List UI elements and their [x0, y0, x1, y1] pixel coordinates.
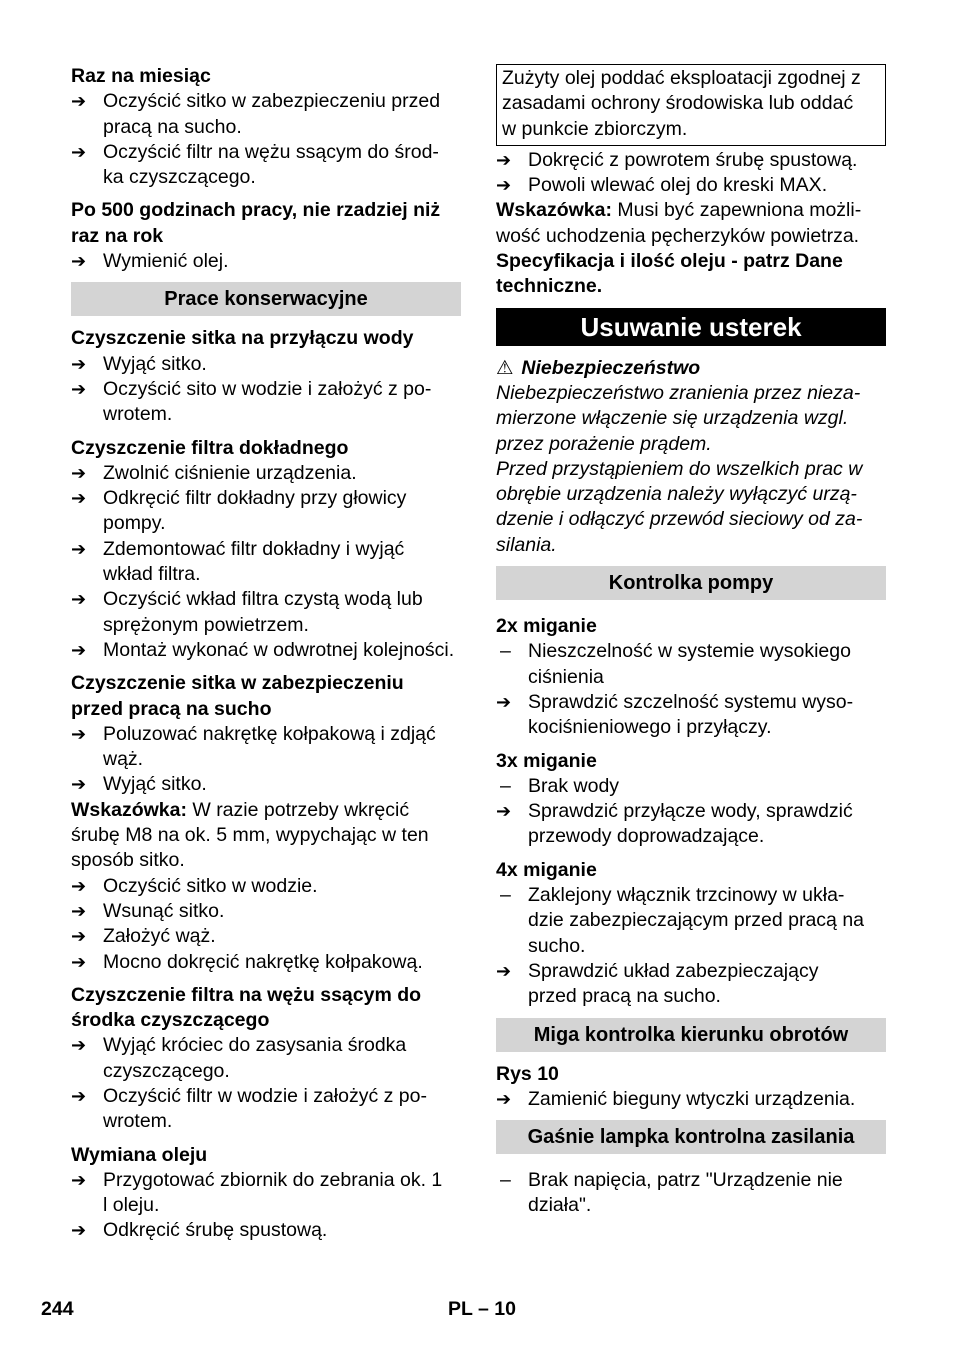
list-item: ➔ Sprawdzić szczelność systemu wyso- kociśnieniowego i przyłączy. — [496, 690, 854, 739]
list-item: ➔ Oczyścić sitko w zabezpieczeniu przed pracą na sucho. — [71, 90, 441, 138]
list-item: ➔ Dokręcić z powrotem śrubę spustową. — [496, 148, 886, 173]
list-item: ➔ Sprawdzić układ zabezpieczający przed pracą na sucho. — [496, 959, 819, 1008]
section-heading: Raz na miesiąc — [71, 65, 211, 87]
section-heading: Rys 10 — [496, 1062, 559, 1085]
arrow-right-icon: ➔ — [496, 691, 512, 712]
arrow-right-icon: ➔ — [71, 900, 87, 921]
note: Wskazówka: W razie potrzeby wkręcić śrubę M8 na ok. 5 mm, wypychając w ten sposób sitko. — [71, 798, 429, 872]
section-heading: Czyszczenie sitka na przyłączu wody — [71, 327, 414, 350]
arrow-right-icon: ➔ — [71, 378, 87, 399]
note: Wskazówka: Musi być zapewniona możli- wość uchodzenia pęcherzyków powietrza. — [496, 199, 862, 247]
arrow-right-icon: ➔ — [71, 251, 87, 272]
arrow-right-icon: ➔ — [496, 175, 512, 196]
dash-marker: – — [500, 774, 511, 797]
left-column — [71, 64, 461, 1244]
section-band-power: Gaśnie lampka kontrolna zasilania — [496, 1120, 886, 1154]
list-item: ➔ Mocno dokręcić nakrętkę kołpakową. — [71, 950, 461, 975]
page-number: 244 — [41, 1298, 74, 1320]
arrow-right-icon: ➔ — [71, 951, 87, 972]
list-item: ➔ Zwolnić ciśnienie urządzenia. — [71, 461, 461, 486]
section-heading: Czyszczenie filtra dokładnego — [71, 436, 349, 459]
arrow-right-icon: ➔ — [71, 639, 87, 660]
arrow-right-icon: ➔ — [71, 1169, 87, 1190]
section-heading: 2x miganie — [496, 615, 597, 638]
warning-triangle-icon: ⚠ — [496, 356, 514, 379]
dash-marker: – — [500, 1169, 511, 1192]
arrow-right-icon: ➔ — [71, 875, 87, 896]
arrow-right-icon: ➔ — [71, 1035, 87, 1056]
list-item: ➔ Odkręcić filtr dokładny przy głowicy pompy. — [71, 487, 407, 535]
arrow-right-icon: ➔ — [71, 774, 87, 795]
list-item: ➔ Wyjąć sitko. — [71, 352, 461, 377]
arrow-right-icon: ➔ — [496, 801, 512, 822]
section-band-rotation: Miga kontrolka kierunku obrotów — [496, 1018, 886, 1052]
dash-item: – Brak wody — [496, 774, 886, 799]
arrow-right-icon: ➔ — [71, 589, 87, 610]
arrow-right-icon: ➔ — [71, 1085, 87, 1106]
section-band-maintenance: Prace konserwacyjne — [71, 282, 461, 316]
page-code: PL – 10 — [448, 1298, 516, 1320]
dash-item: – Nieszczelność w systemie wysokiego ciśnienia — [496, 639, 886, 690]
section-heading: 4x miganie — [496, 858, 597, 881]
arrow-right-icon: ➔ — [496, 960, 512, 981]
spec-note: Specyfikacja i ilość oleju - patrz Dane techniczne. — [496, 250, 843, 298]
arrow-right-icon: ➔ — [71, 926, 87, 947]
danger-label: Niebezpieczeństwo — [516, 356, 701, 379]
list-item: ➔ Sprawdzić przyłącze wody, sprawdzić przewody doprowadzające. — [496, 800, 853, 848]
list-item: ➔ Oczyścić filtr w wodzie i założyć z po- wrotem. — [71, 1084, 427, 1133]
arrow-right-icon: ➔ — [71, 488, 87, 509]
arrow-right-icon: ➔ — [71, 462, 87, 483]
list-item: ➔ Założyć wąż. — [71, 924, 461, 949]
section-heading: Czyszczenie filtra na wężu ssącym do środka czyszczącego — [71, 983, 422, 1032]
dash-item: – Brak napięcia, patrz "Urządzenie nie działa". — [496, 1168, 886, 1219]
list-item: ➔ Zamienić bieguny wtyczki urządzenia. — [496, 1087, 886, 1112]
arrow-right-icon: ➔ — [71, 353, 87, 374]
arrow-right-icon: ➔ — [496, 149, 512, 170]
chapter-title: Usuwanie usterek — [496, 308, 886, 346]
section-band-pump: Kontrolka pompy — [496, 566, 886, 600]
note-label: Wskazówka: — [496, 199, 612, 222]
danger-text: Niebezpieczeństwo zranienia przez nieza- mierzone włączenie się urządzenia wzgl. przez porażenie prądem. Przed przystąpieniem do wszelkich prac w obrębie urządzenia należy wyłączyć urzą- dzenie i odłączyć przewód sieciowy od za- silania. — [496, 381, 863, 556]
dash-item: – Zaklejony włącznik trzcinowy w ukła- dzie zabezpieczającym przed pracą na sucho. — [496, 883, 886, 959]
list-item: ➔ Powoli wlewać olej do kreski MAX. — [496, 173, 886, 198]
list-item: ➔ Wymienić olej. — [71, 249, 461, 274]
section-heading: Po 500 godzinach pracy, nie rzadziej niż raz na rok — [71, 199, 441, 247]
list-item: ➔ Montaż wykonać w odwrotnej kolejności. — [71, 638, 461, 663]
arrow-right-icon: ➔ — [71, 723, 87, 744]
dash-marker: – — [500, 884, 511, 907]
arrow-right-icon: ➔ — [71, 91, 87, 112]
list-item: ➔ Przygotować zbiornik do zebrania ok. 1 l oleju. — [71, 1168, 443, 1217]
list-item: ➔ Wyjąć sitko. — [71, 772, 461, 797]
list-item: ➔ Odkręcić śrubę spustową. — [71, 1218, 461, 1243]
list-item: ➔ Wyjąć króciec do zasysania środka czyszczącego. — [71, 1034, 407, 1082]
arrow-right-icon: ➔ — [496, 1088, 512, 1109]
section-heading: Czyszczenie sitka w zabezpieczeniu przed pracą na sucho — [71, 672, 404, 720]
list-item: ➔ Poluzować nakrętkę kołpakową i zdjąć wąż. — [71, 722, 436, 771]
list-item: ➔ Oczyścić sitko w wodzie. — [71, 874, 461, 899]
section-heading: Wymiana oleju — [71, 1143, 208, 1166]
list-item: ➔ Oczyścić wkład filtra czystą wodą lub sprężonym powietrzem. — [71, 588, 423, 636]
right-column — [496, 64, 886, 1219]
arrow-right-icon: ➔ — [71, 538, 87, 559]
section-heading: 3x miganie — [496, 749, 597, 772]
arrow-right-icon: ➔ — [71, 141, 87, 162]
list-item: ➔ Zdemontować filtr dokładny i wyjąć wkład filtra. — [71, 537, 405, 586]
danger-heading — [496, 356, 886, 381]
boxed-note: Zużyty olej poddać eksploatacji zgodnej z zasadami ochrony środowiska lub oddać w punkcie zbiorczym. — [496, 64, 886, 146]
arrow-right-icon: ➔ — [71, 1220, 87, 1241]
list-item: ➔ Wsunąć sitko. — [71, 899, 461, 924]
list-item: ➔ Oczyścić sito w wodzie i założyć z po- wrotem. — [71, 377, 432, 426]
list-item: ➔ Oczyścić filtr na wężu ssącym do środ- ka czyszczącego. — [71, 140, 439, 189]
note-label: Wskazówka: — [71, 798, 187, 821]
dash-marker: – — [500, 640, 511, 663]
